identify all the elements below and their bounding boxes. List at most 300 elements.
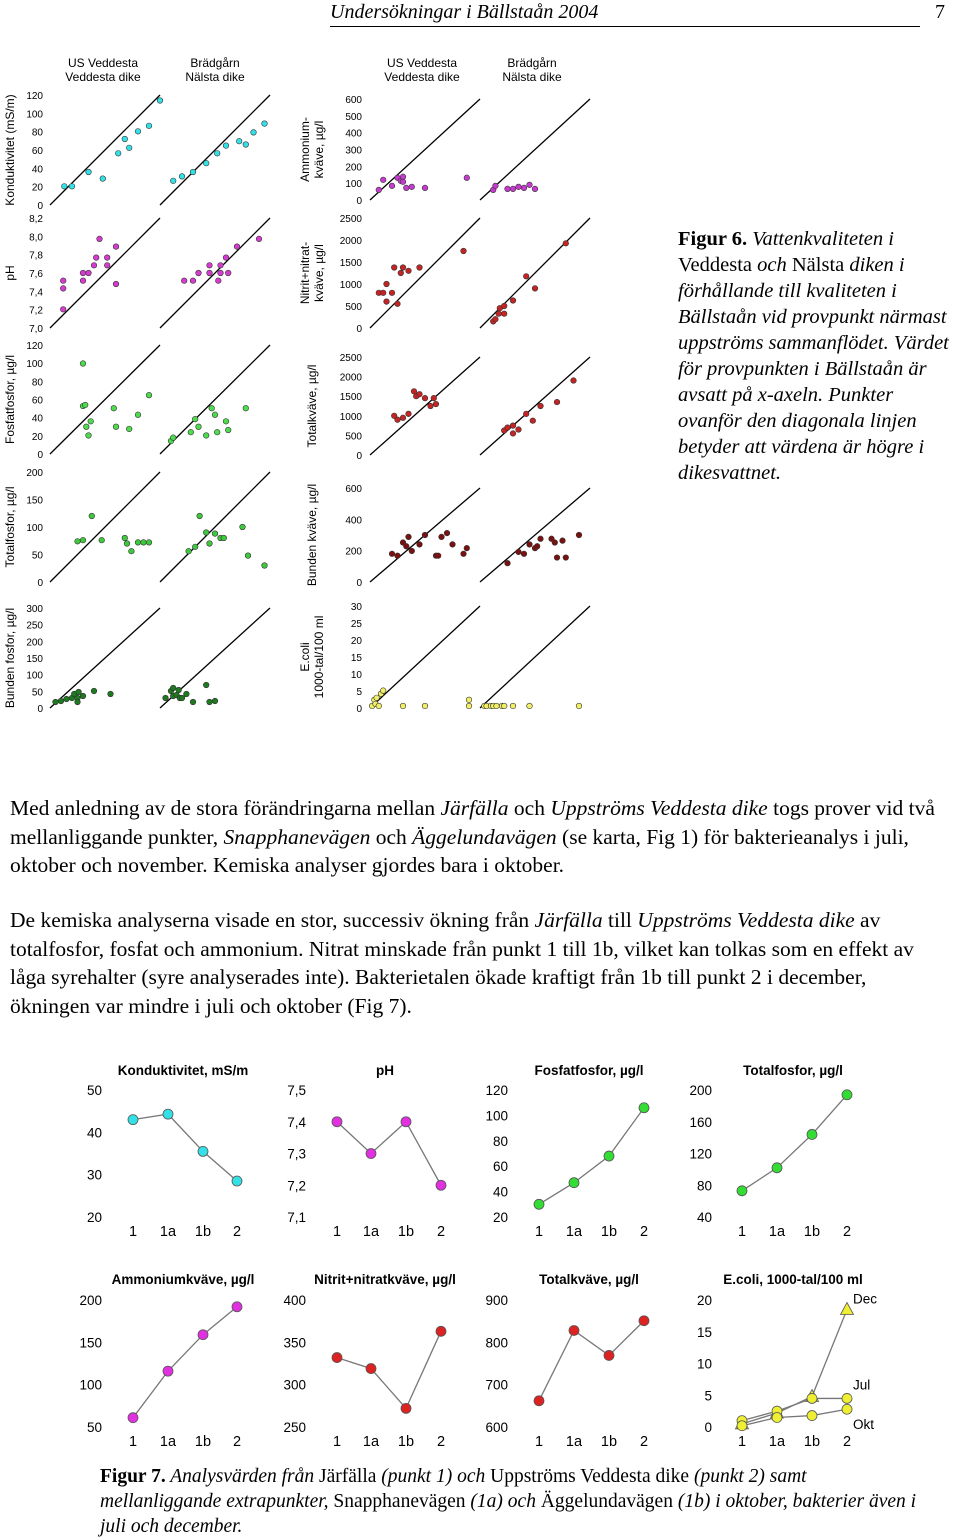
diagonal-line [160,218,270,328]
data-point [80,693,86,699]
panel-y-label: Totalkväve, µg/l [305,364,319,448]
data-point [104,255,110,261]
tick-label: 0 [356,196,362,207]
x-tick-label: 1a [159,1434,177,1450]
data-point [576,532,582,538]
x-tick-label: 1b [600,1434,618,1450]
tick-label: 300 [26,604,43,615]
column-header: Nälsta dike [502,70,562,84]
data-point [225,270,231,276]
data-point [223,143,229,149]
data-point [384,299,390,305]
tick-label: 10 [350,670,362,681]
diagonal-line [480,488,590,582]
data-point [534,543,540,549]
series-line [539,1108,644,1205]
data-point [395,417,401,423]
text-run: De kemiska analyserna visade en stor, successiv ökning från [10,908,535,932]
data-point [184,691,190,697]
data-point [126,145,132,151]
data-point [221,535,227,541]
x-tick-label: 1b [803,1434,821,1450]
tick-label: 8,2 [29,214,43,225]
data-point [464,175,470,181]
tick-label: 250 [26,620,43,632]
chart-title: Totalkväve, µg/l [539,1272,639,1287]
data-point [62,184,68,190]
tick-label: 5 [356,687,362,698]
x-tick-label: 1a [565,1224,583,1240]
data-point [80,270,86,276]
y-tick-label: 150 [79,1335,102,1351]
y-tick-label: 50 [86,1420,102,1435]
data-point [203,530,209,536]
tick-label: 60 [31,146,43,157]
tick-label: 20 [350,636,362,647]
caption-text: (punkt 2) samt mellanliggande extrapunkter, [100,1466,807,1512]
series-line [742,1310,847,1424]
panel-y-label: Bunden fosfor, µg/l [3,607,17,709]
y-tick-label: 40 [86,1125,102,1141]
data-marker [436,1326,446,1336]
x-tick-label: 1 [128,1434,138,1450]
data-point [141,540,147,546]
data-point [505,425,511,431]
column-header: US Veddesta [386,56,458,70]
data-marker [198,1330,208,1340]
data-marker [366,1149,376,1159]
data-point [516,427,522,433]
data-point [163,695,169,701]
panel-y-label: 1000-tal/100 ml [312,615,326,699]
diagonal-line [480,357,590,455]
data-point [108,691,114,697]
data-point [422,532,428,538]
data-marker [807,1393,817,1403]
y-tick-label: 50 [86,1083,102,1098]
diagonal-line [50,608,160,708]
data-point [203,433,209,439]
tick-label: 200 [345,546,362,558]
tick-label: 120 [26,341,43,352]
tick-label: 2500 [339,353,362,364]
y-tick-label: 250 [283,1420,306,1435]
x-tick-label: 1 [332,1224,342,1240]
data-point [214,151,220,157]
series-line [539,1321,644,1401]
data-point [60,278,66,284]
tick-label: 0 [37,578,43,589]
data-point [190,699,196,705]
diagonal-line [50,218,160,328]
tick-label: 20 [31,182,43,194]
y-tick-label: 600 [485,1420,508,1435]
x-tick-label: 1a [362,1224,380,1240]
y-tick-label: 900 [485,1293,508,1308]
y-tick-label: 10 [696,1356,712,1372]
data-marker [232,1176,242,1186]
y-tick-label: 200 [79,1293,102,1308]
data-point [181,278,187,284]
place-name: Uppströms Veddesta dike [637,908,855,932]
column-header: Nälsta dike [185,70,245,84]
header-title: Undersökningar i Bällstaån 2004 [330,1,599,23]
chart-title: Konduktivitet, mS/m [117,1063,249,1078]
y-tick-label: 60 [492,1159,508,1175]
data-point [376,187,382,193]
data-marker [569,1325,579,1335]
diagonal-line [370,606,480,708]
panel-y-label: pH [3,265,17,281]
tick-label: 50 [31,687,43,699]
caption-text: diken i förhållande till kvaliteten i Bällstaån vid provpunkt närmast uppströms sammanflödet. Värdet för provpunkten i Bällstaån är avsatt på x-axeln. Punkter ovanför den diagonala linjen betyder att värdena är högre i dikesvattnet. [678,254,949,484]
data-point [532,286,538,292]
data-point [256,236,262,242]
data-point [212,698,218,704]
data-point [527,182,533,188]
x-tick-label: 2 [232,1434,242,1450]
data-marker [128,1115,138,1125]
caption-place: Nälsta [791,254,845,276]
data-point [223,255,229,261]
tick-label: 0 [356,704,362,715]
y-tick-label: 100 [485,1108,508,1124]
tick-label: 1500 [339,258,362,269]
tick-label: 0 [37,201,43,212]
data-point [428,403,434,409]
data-point [398,270,404,276]
data-point [417,265,423,271]
data-point [501,703,507,709]
data-point [521,185,527,191]
data-point [563,555,569,561]
data-point [404,185,410,191]
data-marker [772,1412,782,1422]
column-header: US Veddesta [67,56,139,70]
caption-place: Snapphanevägen [333,1491,466,1512]
data-point [493,316,499,322]
data-marker [332,1117,342,1127]
y-tick-label: 7,2 [287,1178,306,1194]
place-name: Uppströms Veddesta dike [550,796,768,820]
data-point [554,555,560,561]
data-marker [737,1421,747,1431]
data-point [494,703,500,709]
data-point [523,411,529,417]
data-point [80,278,86,284]
data-point [240,524,246,530]
tick-label: 200 [26,468,43,479]
x-tick-label: 1 [534,1434,544,1450]
data-point [122,535,128,541]
data-point [196,424,202,430]
data-point [69,184,75,190]
data-point [170,435,176,441]
y-tick-label: 700 [485,1377,508,1393]
tick-label: 150 [26,654,43,665]
data-point [404,543,410,549]
data-point [395,553,401,559]
x-tick-label: 2 [842,1224,852,1240]
data-marker [842,1393,852,1403]
data-point [374,695,380,701]
y-tick-label: 7,5 [287,1083,306,1098]
data-marker [737,1186,747,1196]
tick-label: 40 [31,413,43,425]
data-marker [232,1302,242,1312]
series-line [742,1398,847,1420]
data-point [400,174,406,180]
data-point [243,142,249,148]
tick-label: 50 [31,550,43,562]
data-point [76,689,82,695]
tick-label: 600 [345,484,362,495]
series-line [337,1331,441,1408]
data-point [53,699,59,705]
data-point [409,184,415,190]
diagonal-line [50,95,160,205]
panel-y-label: Bunden kväve, µg/l [305,483,319,587]
data-marker [198,1146,208,1156]
data-point [186,548,192,554]
data-point [400,415,406,421]
y-tick-label: 30 [86,1167,102,1183]
tick-label: 1500 [339,392,362,404]
diagonal-line [160,472,270,582]
data-point [554,399,560,405]
chart-title: pH [376,1063,394,1078]
data-point [560,538,566,544]
y-tick-label: 40 [492,1184,508,1200]
x-tick-label: 2 [639,1434,649,1450]
tick-label: 80 [31,127,43,139]
data-marker [401,1117,411,1127]
data-point [384,281,390,287]
data-point [212,412,218,418]
data-point [192,416,198,422]
y-tick-label: 20 [492,1210,508,1225]
tick-label: 15 [350,653,362,664]
diagonal-line [370,357,480,455]
tick-label: 100 [26,523,43,534]
text-run: togs prover vid två mellanliggande punkter, [10,796,935,849]
tick-label: 300 [345,145,362,157]
data-marker [569,1178,579,1188]
diagonal-line [480,218,590,328]
data-point [58,698,64,704]
data-point [493,183,499,189]
y-tick-label: 7,4 [287,1114,306,1130]
data-point [521,551,527,557]
data-point [124,541,130,547]
data-point [376,703,382,709]
y-tick-label: 20 [86,1210,102,1225]
diagonal-line [50,345,160,454]
data-point [225,427,231,433]
data-point [126,426,132,432]
y-tick-label: 7,3 [287,1146,306,1162]
diagonal-line [160,345,270,454]
data-marker [842,1404,852,1414]
x-tick-label: 1b [194,1224,212,1240]
data-marker [163,1366,173,1376]
series-label: Dec [853,1291,878,1307]
data-point [97,236,103,242]
data-point [510,186,516,192]
caption-text: (punkt 1) och [376,1466,491,1487]
tick-label: 25 [350,619,362,630]
x-tick-label: 1 [737,1434,747,1450]
data-marker [639,1316,649,1326]
data-point [527,542,533,548]
tick-label: 500 [345,431,362,443]
tick-label: 0 [37,704,43,715]
data-point [422,185,428,191]
data-point [91,263,97,269]
data-point [64,696,70,702]
chart-title: Fosfatfosfor, µg/l [534,1063,644,1078]
series-line [742,1409,847,1426]
data-point [135,540,141,546]
data-point [91,688,97,694]
data-point [176,687,182,693]
data-marker [534,1199,544,1209]
data-point [214,429,220,435]
x-tick-label: 1a [362,1434,380,1450]
text-run: till [602,908,638,932]
data-point [516,549,522,555]
tick-label: 80 [31,377,43,389]
place-name: Äggelundavägen [412,824,557,849]
data-point [129,548,135,554]
data-point [406,268,412,274]
data-point [251,130,257,136]
caption-place: Uppströms Veddesta dike [490,1466,690,1487]
data-point [532,186,538,192]
text-run: och [508,796,551,820]
data-point [218,270,224,276]
data-point [207,541,213,547]
text-run: och [370,824,413,849]
paragraph-2 [10,906,950,1020]
text-run: (se karta, Fig 1) för bakterieanalys i juli, oktober och november. Kemiska analyser gjordes bara i oktober. [10,824,909,877]
data-point [262,563,268,569]
y-tick-label: 5 [704,1388,712,1404]
caption-text: Vattenkvaliteten i [747,228,894,250]
data-point [212,531,218,537]
chart-title: E.coli, 1000-tal/100 ml [723,1272,863,1287]
tick-label: 0 [356,324,362,335]
data-point [179,695,185,701]
data-point [113,244,119,250]
x-tick-label: 1b [397,1224,415,1240]
data-point [84,424,90,430]
data-point [170,685,176,691]
data-marker [772,1163,782,1173]
panel-y-label: Fosfatfosfor, µg/l [3,355,17,444]
data-point [406,411,412,417]
data-point [196,270,202,276]
data-point [496,311,502,317]
data-marker [366,1364,376,1374]
caption-text: och [752,254,792,276]
tick-label: 7,8 [29,250,43,262]
tick-label: 60 [31,395,43,407]
data-point [115,151,121,157]
y-tick-label: 160 [689,1114,712,1130]
caption-place: Äggelundavägen [540,1491,673,1512]
data-point [461,248,467,254]
data-point [422,395,428,401]
tick-label: 7,2 [29,305,43,317]
data-point [505,186,511,192]
data-point [135,129,141,135]
data-point [400,265,406,271]
place-name: Järfälla [440,796,509,820]
tick-label: 40 [31,164,43,176]
y-tick-label: 80 [492,1133,508,1149]
data-point [89,513,95,519]
data-point [395,301,401,307]
data-point [216,278,222,284]
data-point [516,184,522,190]
tick-label: 2500 [339,214,362,225]
diagonal-line [50,472,160,582]
data-marker [807,1411,817,1421]
data-point [571,378,577,384]
panel-y-label: Ammonium- [298,117,312,182]
data-point [530,418,536,424]
data-point [197,513,203,519]
figure-6-caption [678,226,958,486]
x-tick-label: 2 [842,1434,852,1450]
data-point [389,290,395,296]
tick-label: 150 [26,495,43,507]
y-tick-label: 800 [485,1335,508,1351]
data-point [527,703,533,709]
x-tick-label: 2 [639,1224,649,1240]
panel-y-label: Nitrit+nitrat- [298,241,312,305]
x-tick-label: 1a [768,1224,786,1240]
data-point [435,553,441,559]
data-point [113,281,119,287]
data-point [207,263,213,269]
data-point [207,699,213,705]
data-point [433,401,439,407]
data-point [207,270,213,276]
series-line [133,1307,237,1418]
x-tick-label: 1a [565,1434,583,1450]
tick-label: 500 [345,302,362,313]
data-point [111,405,117,411]
data-point [380,290,386,296]
column-header: Veddesta dike [65,70,141,84]
data-point [510,423,516,429]
x-tick-label: 1b [600,1224,618,1240]
tick-label: 0 [37,450,43,461]
data-point [409,548,415,554]
panel-y-label: E.coli [298,642,312,672]
data-marker [436,1180,446,1190]
data-point [86,270,92,276]
place-name: Järfälla [534,908,603,932]
data-point [417,542,423,548]
data-point [203,160,209,166]
data-point [236,138,242,144]
tick-label: 200 [345,162,362,174]
tick-label: 8,0 [29,232,43,244]
panel-y-label: Totalfosfor, µg/l [3,486,17,568]
